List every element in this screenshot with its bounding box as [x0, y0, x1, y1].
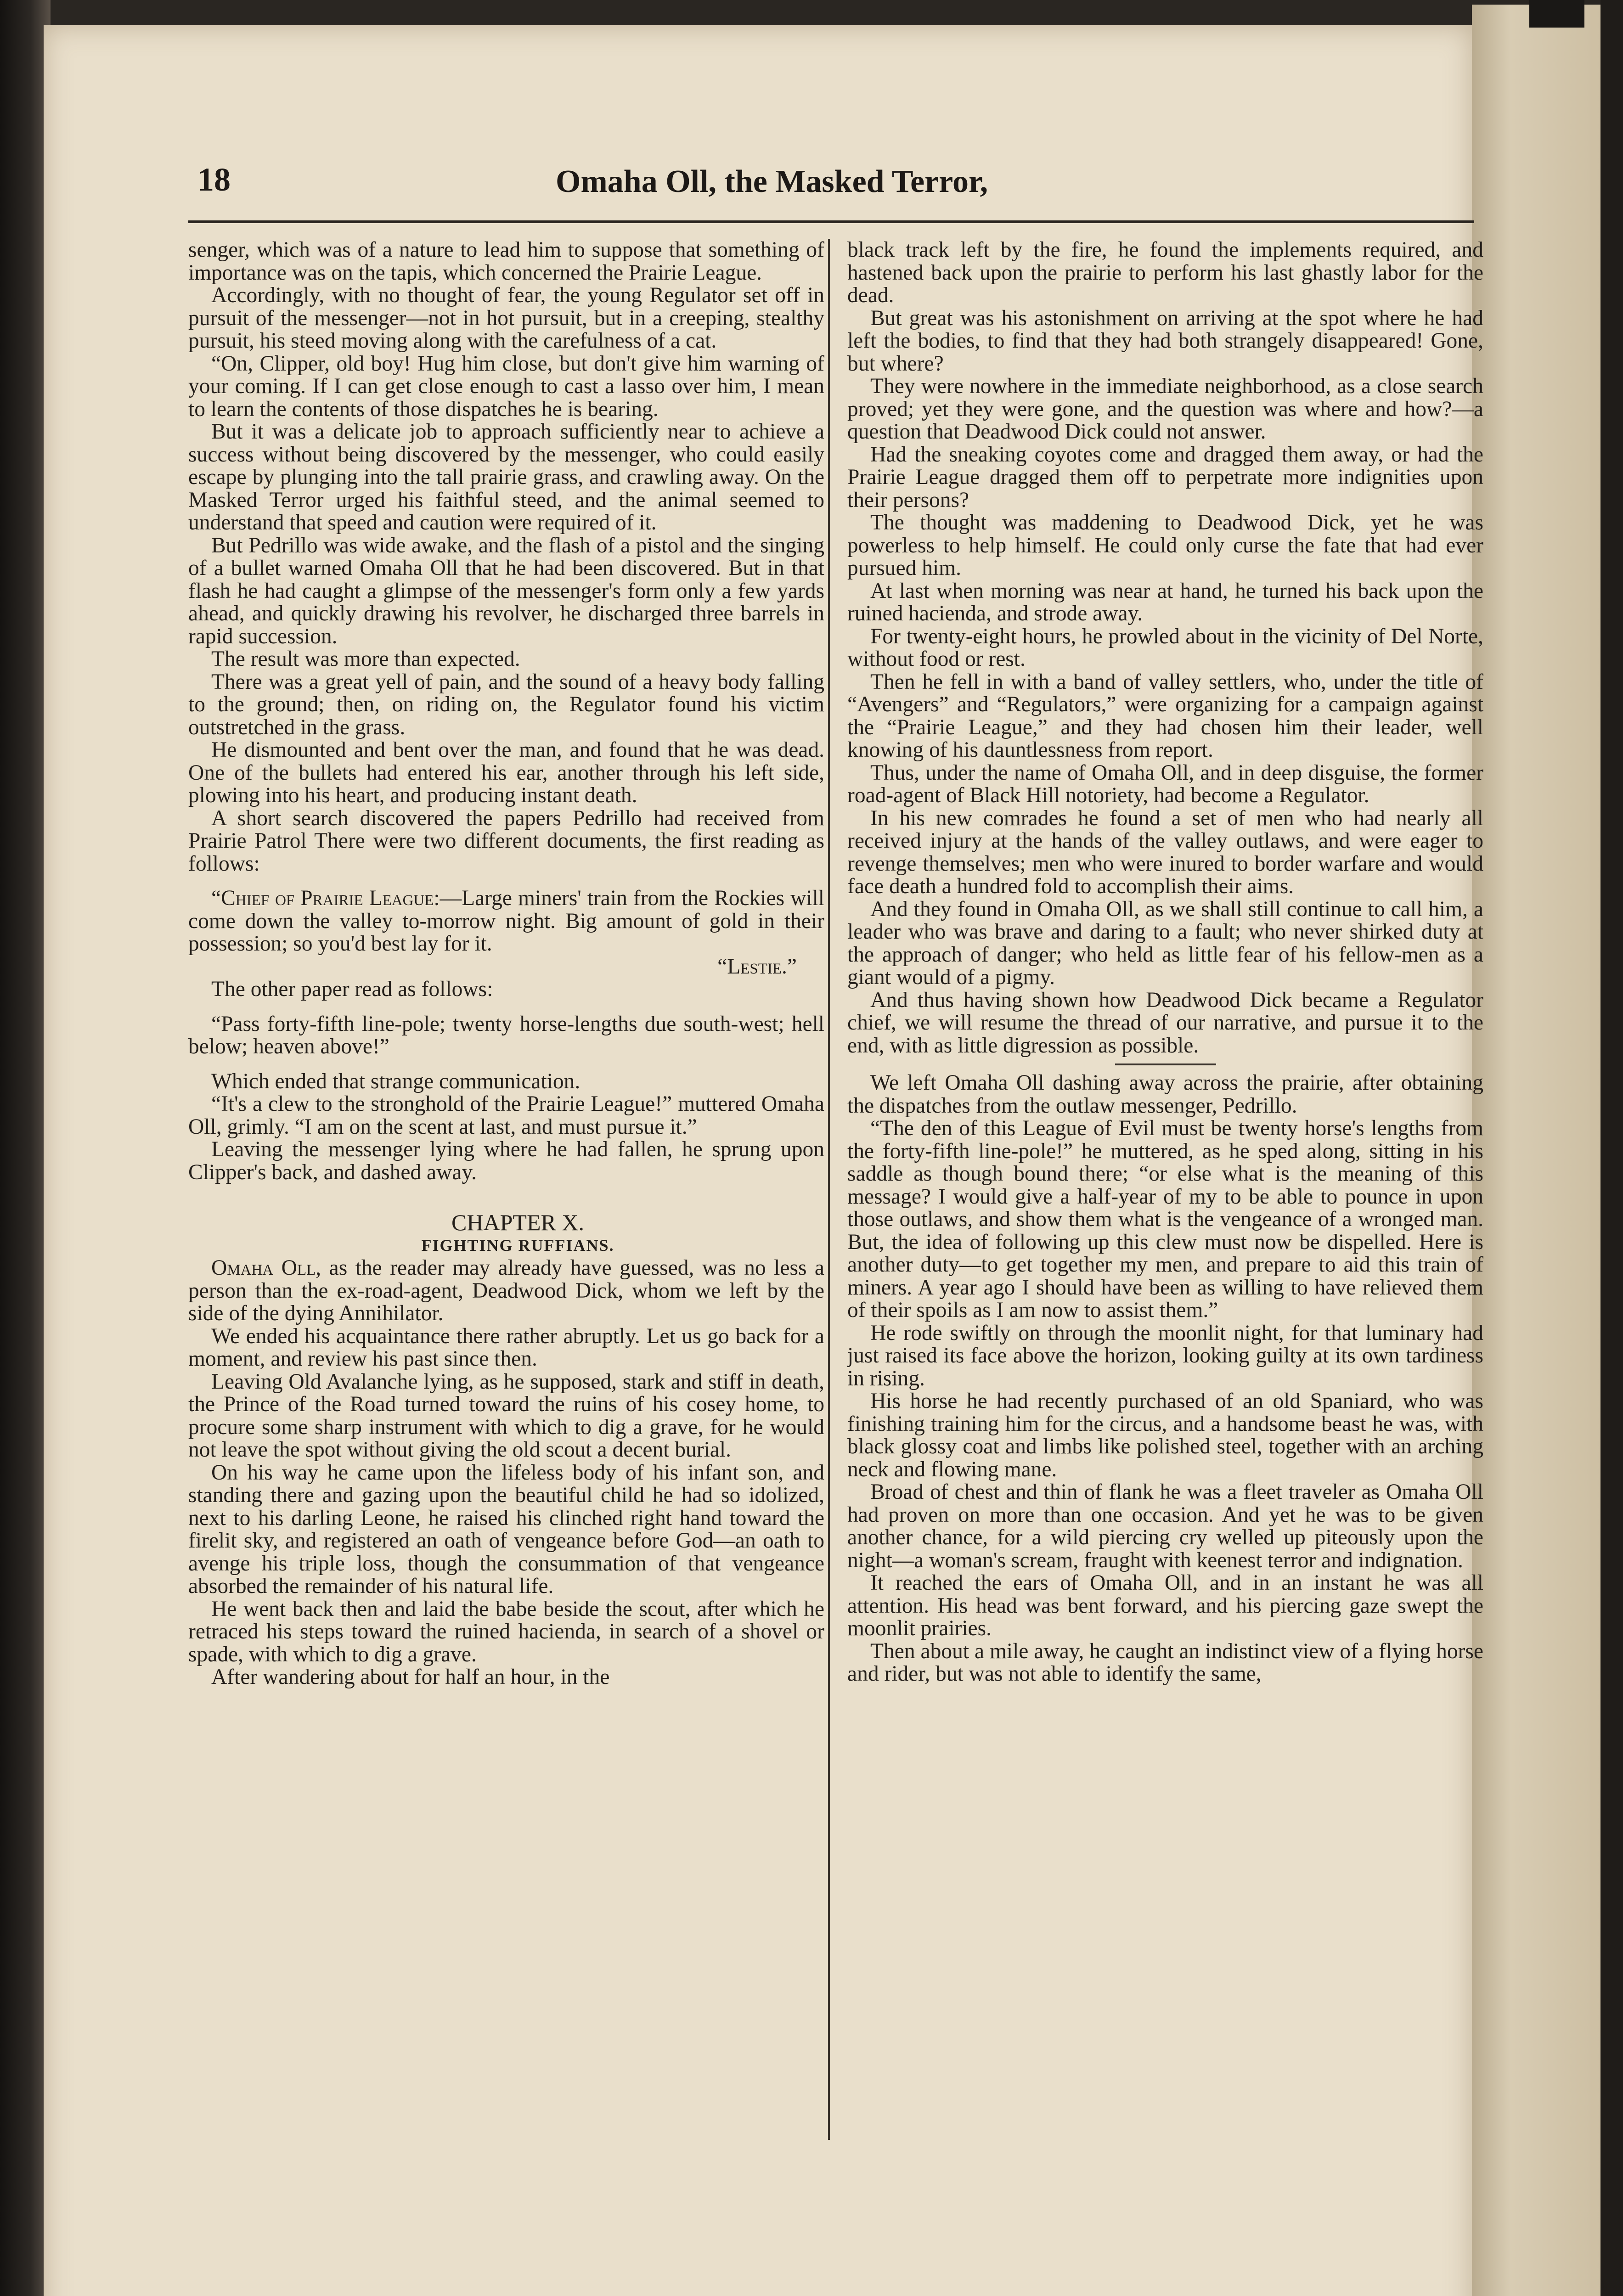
paragraph: Then about a mile away, he caught an indistinct view of a flying horse and rider, but was not able to identify the same,	[847, 1639, 1483, 1686]
paragraph: In his new comrades he found a set of men who had nearly all received injury at the hands of the valley outlaws, and were eager to revenge themselves; men who were inured to border warfare and would face death a hundred fold to accomplish their aims.	[847, 806, 1483, 898]
letter-body: —Large miners' train from the Rockies will come down the valley to-morrow night. Big amount of gold in their possession; so you'd best lay for it.	[188, 886, 824, 956]
paragraph: “Pass forty-fifth line-pole; twenty horse-lengths due south-west; hell below; heaven above!”	[188, 1012, 824, 1058]
paragraph: We left Omaha Oll dashing away across the prairie, after obtaining the dispatches from the outlaw messenger, Pedrillo.	[847, 1071, 1483, 1118]
paragraph: Leaving the messenger lying where he had fallen, he sprung upon Clipper's back, and dashed away.	[188, 1137, 824, 1184]
paragraph: He rode swiftly on through the moonlit night, for that luminary had just raised its face above the horizon, looking guilty at its own tardiness in rising.	[847, 1321, 1483, 1390]
paragraph: He went back then and laid the babe beside the scout, after which he retraced his steps toward the ruined hacienda, in search of a shovel or spade, with which to dig a grave.	[188, 1597, 824, 1666]
chapter-lead: Omaha Oll,	[211, 1256, 321, 1280]
paragraph: Broad of chest and thin of flank he was a fleet traveler as Omaha Oll had proven on more than one occasion. And yet he was to be given another chance, for a wild piercing cry welled up piteously upon the night—a woman's scream, fraught with keenest terror and indignation.	[847, 1480, 1483, 1572]
paragraph: Leaving Old Avalanche lying, as he supposed, stark and stiff in death, the Prince of the Road turned toward the ruins of his cosey home, to procure some sharp instrument with which to dig a grave, for he would not leave the spot without giving the old scout a decent burial.	[188, 1369, 824, 1462]
page-header	[197, 161, 1474, 216]
paragraph: Accordingly, with no thought of fear, the young Regulator set off in pursuit of the messenger—not in hot pursuit, but in a creeping, stealthy pursuit, his steed moving along with the carefulness of a cat.	[188, 283, 824, 353]
left-column	[188, 239, 824, 2144]
paragraph: “On, Clipper, old boy! Hug him close, but don't give him warning of your coming. If I can get close enough to cast a lasso over him, I mean to learn the contents of those dispatches he is bearing.	[188, 351, 824, 421]
paragraph: Then he fell in with a band of valley settlers, who, under the title of “Avengers” and “Regulators,” were organizing for a campaign against the “Prairie League,” and they had chosen him their leader, well knowing of his dauntlessness from report.	[847, 670, 1483, 762]
paragraph: “The den of this League of Evil must be twenty horse's lengths from the forty-fifth line-pole!” he muttered, as he sped along, sitting in his saddle as though bound there; “or else what is the meaning of this message? I would give a half-year of my to be able to pounce in upon those outlaws, and show them what is the vengeance of a wronged man. But, the idea of following up this clew must now be dispelled. Here is another duty—to get together my men, and prepare to aid this train of miners. A year ago I should have been as willing to have relieved them of their spoils as I am now to assist them.”	[847, 1116, 1483, 1322]
background-corner	[1529, 0, 1584, 28]
chapter-subtitle: FIGHTING RUFFIANS.	[421, 1236, 614, 1255]
paragraph: For twenty-eight hours, he prowled about in the vicinity of Del Norte, without food or rest.	[847, 624, 1483, 671]
paragraph: At last when morning was near at hand, he turned his back upon the ruined hacienda, and strode away.	[847, 579, 1483, 625]
paragraph: He dismounted and bent over the man, and found that he was dead. One of the bullets had entered his ear, another through his left side, plowing into his heart, and producing instant death.	[188, 738, 824, 807]
paragraph: We ended his acquaintance there rather abruptly. Let us go back for a moment, and review his past since then.	[188, 1324, 824, 1371]
letter-signature: “Lestie.”	[717, 954, 797, 979]
spacer	[188, 1001, 824, 1013]
background-edge	[1600, 0, 1623, 2296]
paragraph: But Pedrillo was wide awake, and the flash of a pistol and the singing of a bullet warned Omaha Oll that he had been discovered. But in that flash he had caught a glimpse of the messenger's form only a few yards ahead, and quickly drawing his revolver, he discharged three barrels in rapid succession.	[188, 533, 824, 648]
paragraph: It reached the ears of Omaha Oll, and in an instant he was all attention. His head was bent forward, and his piercing gaze swept the moonlit prairies.	[847, 1571, 1483, 1640]
paragraph: senger, which was of a nature to lead him to suppose that something of importance was on the tapis, which concerned the Prairie League.	[188, 239, 824, 285]
letter-paragraph	[188, 887, 824, 956]
facing-page-edge	[1472, 5, 1600, 2296]
paragraph: On his way he came upon the lifeless body of his infant son, and standing there and gazing upon the beautiful child he had so idolized, next to his darling Leone, he raised his clinched right hand toward the firelit sky, and registered an oath of vengeance before God—an oath to avenge his triple loss, though the consummation of that vengeance absorbed the remainder of his natural life.	[188, 1460, 824, 1598]
paragraph: black track left by the fire, he found the implements required, and hastened back upon the prairie to perform his last ghastly labor for the dead.	[847, 239, 1483, 307]
chapter-title: CHAPTER X.	[451, 1210, 584, 1235]
paragraph: There was a great yell of pain, and the sound of a heavy body falling to the ground; then, on riding on, the Regulator found his victim outstretched in the grass.	[188, 670, 824, 739]
running-title: Omaha Oll, the Masked Terror,	[556, 164, 988, 199]
paragraph: But great was his astonishment on arriving at the spot where he had left the bodies, to find that they had both strangely disappeared! Gone, but where?	[847, 306, 1483, 376]
paragraph: Which ended that strange communication.	[211, 1069, 580, 1093]
spacer	[188, 1058, 824, 1070]
header-rule	[188, 220, 1474, 223]
spacer	[188, 875, 824, 887]
chapter-lead-text: as the reader may already have guessed, was no less a person than the ex-road-agent, Deadwood Dick, whom we left by the side of the dying Annihilator.	[188, 1256, 824, 1325]
spacer	[188, 1184, 824, 1211]
column-divider	[828, 239, 830, 2140]
right-column	[847, 239, 1483, 2144]
paragraph: A short search discovered the papers Pedrillo had received from Prairie Patrol There were two different documents, the first reading as follows:	[188, 806, 824, 876]
paragraph: But it was a delicate job to approach sufficiently near to achieve a success without being discovered by the messenger, who could easily escape by plunging into the tall prairie grass, and crawling away. On the Masked Terror urged his faithful steed, and the animal seemed to understand that speed and caution were required of it.	[188, 420, 824, 535]
paragraph: “It's a clew to the stronghold of the Prairie League!” muttered Omaha Oll, grimly. “I am on the scent at last, and must pursue it.”	[188, 1092, 824, 1139]
paragraph: Thus, under the name of Omaha Oll, and in deep disguise, the former road-agent of Black Hill notoriety, had become a Regulator.	[847, 760, 1483, 807]
paragraph: Had the sneaking coyotes come and dragged them away, or had the Prairie League dragged them off to perpetrate more indignities upon their persons?	[847, 442, 1483, 512]
paragraph: After wandering about for half an hour, in the	[211, 1665, 610, 1689]
page-number: 18	[197, 161, 231, 198]
paragraph: The result was more than expected.	[211, 647, 520, 671]
paragraph: And thus having shown how Deadwood Dick became a Regulator chief, we will resume the thread of our narrative, and pursue it to the end, with as little digression as possible.	[847, 988, 1483, 1058]
paragraph: The thought was maddening to Deadwood Dick, yet he was powerless to help himself. He could only curse the fate that had ever pursued him.	[847, 511, 1483, 580]
section-break-rule	[1115, 1064, 1216, 1065]
book-spine-shadow	[0, 0, 51, 2296]
paragraph: The other paper read as follows:	[211, 977, 493, 1001]
paragraph: They were nowhere in the immediate neighborhood, as a close search proved; yet they were gone, and the question was where and how?—a question that Deadwood Dick could not answer.	[847, 374, 1483, 444]
letter-heading: “Chief of Prairie League:	[211, 886, 440, 910]
paragraph: His horse he had recently purchased of an old Spaniard, who was finishing training him for the circus, and a handsome beast he was, with black glossy coat and limbs like polished steel, together with an arching neck and flowing mane.	[847, 1389, 1483, 1481]
paragraph	[188, 1257, 824, 1325]
paragraph: And they found in Omaha Oll, as we shall still continue to call him, a leader who was brave and daring to a fault; who never shirked duty at the approach of danger; who held as little fear of his fellow-men as a giant would of a pigmy.	[847, 897, 1483, 989]
